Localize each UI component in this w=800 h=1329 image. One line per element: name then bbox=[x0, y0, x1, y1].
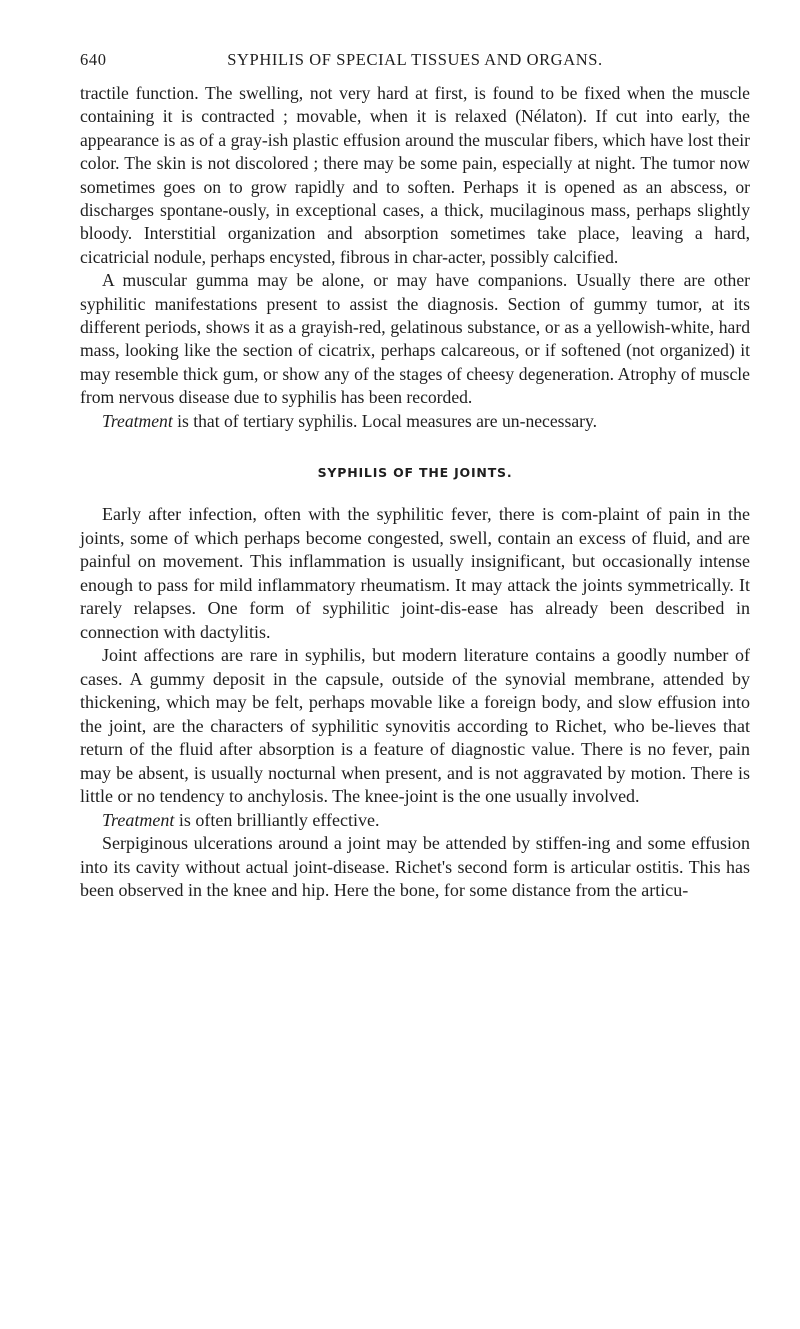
paragraph bbox=[80, 503, 750, 644]
section-heading: SYPHILIS OF THE JOINTS. bbox=[317, 465, 513, 481]
paragraph bbox=[80, 832, 750, 903]
running-title: SYPHILIS OF SPECIAL TISSUES AND ORGANS. bbox=[227, 50, 603, 69]
paragraph-lead-word: Treatment bbox=[102, 809, 175, 830]
paragraph bbox=[80, 644, 750, 809]
paragraph-treatment bbox=[80, 809, 750, 833]
paragraph-treatment bbox=[80, 410, 750, 433]
running-header bbox=[80, 50, 750, 82]
paragraph-continued bbox=[80, 82, 750, 269]
paragraph-text: A muscular gumma may be alone, or may have companions. Usually there are other syphilitic manifestations present to assist the diagnosis. Section of gummy tumor, at its different periods, shows it as a grayish-red, gelatinous substance, or as a yellowish-white, hard mass, looking like the section of cicatrix, perhaps calcareous, or if softened (not organized) it may resemble thick gum, or show any of the stages of cheesy degeneration. Atrophy of muscle from nervous disease due to syphilis has been recorded. bbox=[80, 270, 750, 408]
paragraph-text: tractile function. The swelling, not very hard at first, is found to be fixed when the muscle containing it is contracted ; movable, when it is relaxed (Nélaton). If cut into early, the appearance is as of a gray-ish plastic effusion around the muscular fibers, which have lost their color. The skin is not discolored ; there may be some pain, especially at night. The tumor now sometimes goes on to grow rapidly and to soften. Perhaps it is opened as an abscess, or discharges spontane-ously, in exceptional cases, a thick, mucilaginous mass, perhaps slightly bloody. Interstitial organization and absorption sometimes take place, leaving a hard, cicatricial nodule, perhaps encysted, fibrous in char-acter, possibly calcified. bbox=[80, 83, 750, 267]
joints-section-text bbox=[80, 503, 750, 903]
paragraph bbox=[80, 269, 750, 409]
paragraph-text: Early after infection, often with the syphilitic fever, there is com-plaint of pain in the joints, some of which perhaps become congested, swell, contain an excess of fluid, and are painful on movement. This inflammation is usually insignificant, but occasionally intense enough to pass for mild inflammatory rheumatism. It may attack the joints symmetrically. It rarely relapses. One form of syphilitic joint-dis-ease has already been described in connection with dactylitis. bbox=[80, 504, 750, 642]
page-number: 640 bbox=[80, 50, 107, 69]
paragraph-text: Serpiginous ulcerations around a joint may be attended by stiffen-ing and some effusion into its cavity without actual joint-disease. Richet's second form is articular ostitis. This has been observed in the knee and hip. Here the bone, for some distance from the articu- bbox=[80, 833, 750, 901]
paragraph-lead-word: Treatment bbox=[102, 410, 173, 431]
book-page bbox=[80, 50, 750, 903]
paragraph-text: is often brilliantly effective. bbox=[174, 809, 380, 830]
paragraph-text: is that of tertiary syphilis. Local measures are un-necessary. bbox=[172, 410, 598, 431]
paragraph-text: Joint affections are rare in syphilis, but modern literature contains a goodly number of cases. A gummy deposit in the capsule, outside of the synovial membrane, attended by thickening, which may be felt, perhaps movable like a foreign body, and slow effusion into the joint, are the characters of syphilitic synovitis according to Richet, who be-lieves that return of the fluid after absorption is a feature of diagnostic value. There is no fever, pain may be absent, is usually nocturnal when present, and is not aggravated by motion. There is little or no tendency to anchylosis. The knee-joint is the one usually involved. bbox=[80, 645, 750, 807]
muscle-section-text bbox=[80, 82, 750, 433]
